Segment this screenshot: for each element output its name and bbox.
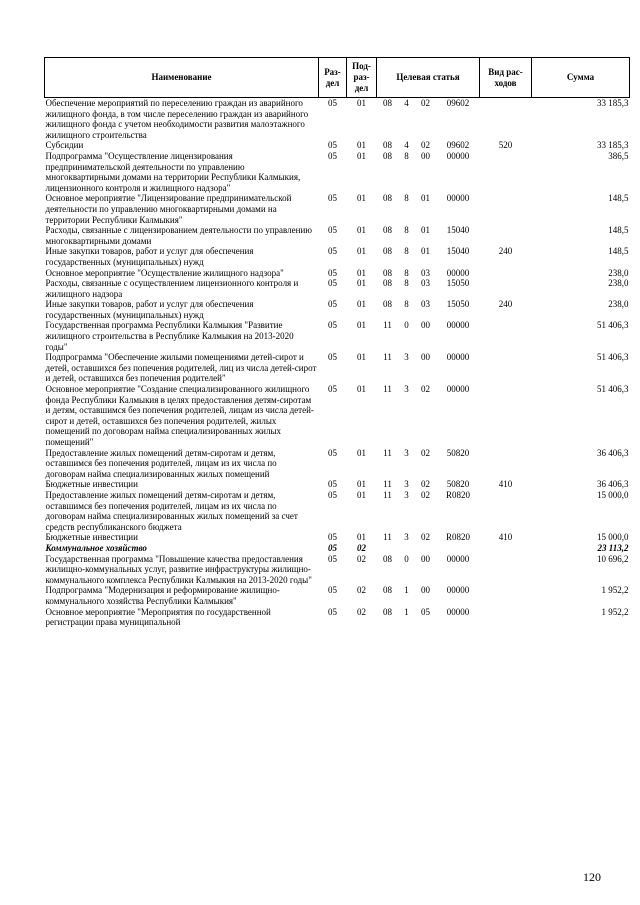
- row-podrazdel: 01: [357, 267, 366, 278]
- row-podrazdel: 02: [357, 606, 366, 617]
- row-podrazdel: 01: [357, 193, 366, 204]
- row-razdel: 05: [328, 606, 337, 617]
- row-target-measure: 01: [421, 193, 430, 204]
- row-target-program: 11: [383, 532, 392, 543]
- row-razdel: 05: [328, 320, 337, 331]
- row-target-direction: 00000: [446, 606, 470, 617]
- row-vid: [480, 268, 532, 279]
- row-target-program: [377, 543, 399, 554]
- row-vid: [480, 607, 532, 628]
- table-row: [45, 532, 630, 543]
- row-sum: 148,5: [608, 225, 629, 236]
- row-vid: 410: [498, 479, 513, 490]
- row-sum: 15 000,0: [597, 532, 629, 543]
- row-target-subprogram: 0: [404, 320, 409, 331]
- row-target-measure: 05: [421, 606, 430, 617]
- row-target-measure: 00: [421, 320, 430, 331]
- row-name: Коммунальное хозяйство: [45, 542, 147, 553]
- row-razdel: 05: [328, 267, 337, 278]
- row-target-direction: 00000: [446, 267, 470, 278]
- row-target-measure: 02: [421, 384, 430, 395]
- row-sum: 51 406,3: [597, 352, 629, 363]
- row-target-subprogram: 8: [404, 150, 409, 161]
- row-razdel: 05: [328, 553, 337, 564]
- header-razdel: Раз-дел: [319, 58, 347, 98]
- row-sum: 1 952,2: [601, 585, 629, 596]
- row-podrazdel: 01: [357, 98, 366, 108]
- row-vid: [480, 193, 532, 225]
- row-target-direction: 00000: [446, 585, 470, 596]
- row-podrazdel: 02: [357, 553, 366, 564]
- row-vid: [480, 151, 532, 193]
- row-target-measure: [415, 543, 437, 554]
- table-row: [45, 278, 630, 299]
- row-target-subprogram: 3: [404, 532, 409, 543]
- row-vid: [480, 225, 532, 246]
- row-sum: 15 000,0: [597, 489, 629, 500]
- row-target-subprogram: 3: [404, 384, 409, 395]
- row-podrazdel: 02: [357, 585, 366, 596]
- row-target-subprogram: 8: [404, 267, 409, 278]
- row-sum: 386,5: [608, 150, 629, 161]
- row-target-program: 08: [383, 606, 392, 617]
- row-target-direction: 09602: [446, 98, 470, 108]
- row-podrazdel: 01: [357, 299, 366, 310]
- row-target-program: 11: [383, 489, 392, 500]
- row-target-program: 11: [383, 320, 392, 331]
- row-razdel: 05: [328, 225, 337, 236]
- row-razdel: 05: [328, 532, 337, 543]
- row-vid: [480, 448, 532, 480]
- table-row: [45, 140, 630, 151]
- row-vid: [480, 384, 532, 448]
- row-sum: 10 696,2: [597, 553, 629, 564]
- row-sum: 238,0: [608, 267, 629, 278]
- row-target-direction: 15040: [446, 246, 470, 257]
- row-target-direction: 00000: [446, 553, 470, 564]
- row-target-subprogram: 3: [404, 352, 409, 363]
- row-podrazdel: 01: [357, 384, 366, 395]
- row-sum: 148,5: [608, 246, 629, 257]
- row-razdel: 05: [328, 140, 337, 151]
- row-podrazdel: 01: [357, 140, 366, 151]
- row-sum: 148,5: [608, 193, 629, 204]
- row-vid: [480, 98, 532, 141]
- row-target-direction: [437, 543, 480, 554]
- row-razdel: 05: [328, 150, 337, 161]
- table-row: [45, 384, 630, 448]
- row-target-subprogram: 1: [404, 606, 409, 617]
- row-target-direction: 50820: [446, 447, 470, 458]
- row-sum: 238,0: [608, 278, 629, 289]
- row-target-program: 08: [383, 278, 392, 289]
- row-podrazdel: 02: [357, 542, 366, 553]
- row-podrazdel: 01: [357, 489, 366, 500]
- row-name: Основное мероприятие "Лицензирование предпринимательской деятельности по управлению многоквартирными домами на территории Республики Калмыкия": [45, 193, 292, 225]
- row-vid: 410: [498, 532, 513, 543]
- table-body: [45, 98, 630, 628]
- row-target-measure: 02: [421, 532, 430, 543]
- row-sum: 36 406,3: [597, 447, 629, 458]
- row-podrazdel: 01: [357, 532, 366, 543]
- row-name: Иные закупки товаров, работ и услуг для обеспечения государственных (муниципальных) нужд: [45, 299, 254, 320]
- row-name: Иные закупки товаров, работ и услуг для обеспечения государственных (муниципальных) нужд: [45, 246, 254, 267]
- row-podrazdel: 01: [357, 447, 366, 458]
- page-number: 120: [583, 870, 601, 884]
- row-target-program: 08: [383, 98, 392, 108]
- row-podrazdel: 01: [357, 246, 366, 257]
- row-razdel: 05: [328, 98, 337, 108]
- row-target-program: 08: [383, 140, 392, 151]
- row-razdel: 05: [328, 384, 337, 395]
- row-target-program: 11: [383, 447, 392, 458]
- row-target-subprogram: 8: [404, 299, 409, 310]
- table-row: [45, 151, 630, 193]
- row-target-program: 11: [383, 479, 392, 490]
- row-name: Государственная программа Республики Калмыкия "Развитие жилищного строительства в Республике Калмыкия на 2013-2020 годы": [45, 320, 294, 352]
- row-target-direction: 00000: [446, 384, 470, 395]
- table-row: [45, 554, 630, 586]
- row-target-direction: 15050: [446, 278, 470, 289]
- row-podrazdel: 01: [357, 352, 366, 363]
- row-sum: 33 185,3: [597, 98, 629, 108]
- row-podrazdel: 01: [357, 150, 366, 161]
- row-target-measure: 01: [421, 225, 430, 236]
- row-target-subprogram: 4: [404, 140, 409, 151]
- row-target-program: 08: [383, 585, 392, 596]
- row-target-subprogram: 8: [404, 193, 409, 204]
- table-row: [45, 98, 630, 141]
- row-target-program: 08: [383, 225, 392, 236]
- table-row: [45, 268, 630, 279]
- row-razdel: 05: [328, 278, 337, 289]
- row-target-subprogram: 8: [404, 278, 409, 289]
- row-target-subprogram: 8: [404, 225, 409, 236]
- header-vid: Вид рас-ходов: [480, 58, 532, 98]
- row-name: Предоставление жилых помещений детям-сиротам и детям, оставшимся без попечения родителей, лицам из их числа по договорам найма специализированных жилых помещений: [45, 447, 277, 479]
- row-sum: 33 185,3: [597, 140, 629, 151]
- row-target-program: 11: [383, 352, 392, 363]
- row-vid: 240: [498, 299, 513, 310]
- row-target-measure: 02: [421, 489, 430, 500]
- row-vid: [480, 490, 532, 532]
- row-sum: 23 113,2: [597, 542, 629, 553]
- row-podrazdel: 01: [357, 479, 366, 490]
- row-target-direction: R0820: [445, 489, 470, 500]
- row-target-subprogram: 0: [404, 553, 409, 564]
- row-name: Обеспечение мероприятий по переселению граждан из аварийного жилищного фонда, в том числе переселению граждан из аварийного жилищного фонда с учетом необходимости развития малоэтажного жилищного строительства: [45, 98, 309, 140]
- row-podrazdel: 01: [357, 225, 366, 236]
- header-name: Наименование: [45, 58, 319, 98]
- row-razdel: 05: [328, 193, 337, 204]
- row-target-direction: 15040: [446, 225, 470, 236]
- row-target-subprogram: 3: [404, 479, 409, 490]
- row-vid: [480, 585, 532, 606]
- table-row: [45, 543, 630, 554]
- row-target-measure: 01: [421, 246, 430, 257]
- row-name: Расходы, связанные с осуществлением лицензионного контроля и жилищного надзора: [45, 278, 299, 299]
- row-razdel: 05: [328, 352, 337, 363]
- row-name: Основное мероприятие "Создание специализированного жилищного фонда Республики Калмыкия в целях предоставления детям-сиротам и детям, оставшимся без попечения родителей, лицам из числа детей-сирот и детей, оставшихся без попечения родителей, жилых помещений по договорам найма специализированных жилых помещений": [45, 384, 314, 447]
- row-name: Подпрограмма "Обеспечение жилыми помещениями детей-сирот и детей, оставшихся без попечения родителей, лиц из числа детей-сирот и детей, оставшихся без попечения родителей": [45, 352, 317, 384]
- table-header-row: [45, 58, 630, 98]
- row-sum: 36 406,3: [597, 479, 629, 490]
- row-target-direction: 15050: [446, 299, 470, 310]
- row-vid: [480, 352, 532, 384]
- row-target-subprogram: [399, 543, 415, 554]
- row-target-subprogram: 3: [404, 489, 409, 500]
- header-sum: Сумма: [532, 58, 630, 98]
- row-target-direction: 09602: [446, 140, 470, 151]
- row-vid: [480, 278, 532, 299]
- row-name: Субсидии: [45, 140, 84, 151]
- header-podrazdel: Под-раз-дел: [347, 58, 377, 98]
- row-target-subprogram: 8: [404, 246, 409, 257]
- row-sum: 1 952,2: [601, 606, 629, 617]
- row-target-program: 08: [383, 553, 392, 564]
- row-name: Бюджетные инвестиции: [45, 479, 138, 490]
- row-name: Бюджетные инвестиции: [45, 532, 138, 543]
- budget-table: [44, 57, 630, 628]
- row-razdel: 05: [328, 489, 337, 500]
- row-sum: 51 406,3: [597, 384, 629, 395]
- row-target-direction: 00000: [446, 193, 470, 204]
- row-target-direction: 00000: [446, 352, 470, 363]
- row-target-measure: 03: [421, 299, 430, 310]
- row-target-measure: 00: [421, 553, 430, 564]
- row-target-direction: 00000: [446, 150, 470, 161]
- row-name: Подпрограмма "Модернизация и реформирование жилищно-коммунального хозяйства Республики Калмыкия": [45, 585, 280, 606]
- row-target-program: 11: [383, 384, 392, 395]
- row-vid: [480, 554, 532, 586]
- row-target-program: 08: [383, 299, 392, 310]
- row-name: Подпрограмма "Осуществление лицензирования предпринимательской деятельности по управлению многоквартирными домами на территории Республики Калмыкия, лицензионного контроля и жилищного надзора": [45, 150, 301, 193]
- row-sum: 51 406,3: [597, 320, 629, 331]
- row-name: Государственная программа "Повышение качества предоставления жилищно-коммунальных услуг, развитие инфраструктуры жилищно-коммунального комплекса Республики Калмыкия на 2013-2020 годы": [45, 553, 312, 585]
- row-target-measure: 00: [421, 352, 430, 363]
- row-target-program: 08: [383, 193, 392, 204]
- table-row: [45, 320, 630, 352]
- row-target-measure: 02: [421, 140, 430, 151]
- row-vid: [480, 320, 532, 352]
- row-target-direction: 50820: [446, 479, 470, 490]
- row-podrazdel: 01: [357, 320, 366, 331]
- row-target-program: 08: [383, 246, 392, 257]
- table-row: [45, 193, 630, 225]
- row-target-measure: 02: [421, 447, 430, 458]
- table-row: [45, 607, 630, 628]
- header-target: Целевая статья: [377, 58, 480, 98]
- row-razdel: 05: [328, 542, 337, 553]
- table-row: [45, 448, 630, 480]
- row-sum: 238,0: [608, 299, 629, 310]
- table-row: [45, 225, 630, 246]
- row-name: Основное мероприятие "Осуществление жилищного надзора": [45, 267, 284, 278]
- row-vid: 520: [498, 140, 513, 151]
- row-target-subprogram: 1: [404, 585, 409, 596]
- row-target-direction: R0820: [445, 532, 470, 543]
- row-target-program: 08: [383, 150, 392, 161]
- table-row: [45, 299, 630, 320]
- row-razdel: 05: [328, 585, 337, 596]
- row-target-measure: 00: [421, 585, 430, 596]
- row-target-subprogram: 3: [404, 447, 409, 458]
- row-podrazdel: 01: [357, 278, 366, 289]
- row-target-program: 08: [383, 267, 392, 278]
- table-row: [45, 352, 630, 384]
- row-vid: [480, 543, 532, 554]
- table-row: [45, 490, 630, 532]
- row-target-measure: 03: [421, 267, 430, 278]
- table-row: [45, 479, 630, 490]
- table-row: [45, 246, 630, 267]
- row-razdel: 05: [328, 246, 337, 257]
- row-vid: 240: [498, 246, 513, 257]
- row-target-measure: 02: [421, 98, 430, 108]
- row-name: Основное мероприятие "Мероприятия по государственной регистрации права муниципальной: [45, 606, 271, 628]
- row-razdel: 05: [328, 447, 337, 458]
- row-target-measure: 03: [421, 278, 430, 289]
- row-target-measure: 00: [421, 150, 430, 161]
- row-name: Предоставление жилых помещений детям-сиротам и детям, оставшимся без попечения родителей, лицам из их числа по договорам найма специализированных жилых помещений за счет средств республиканского бюджета: [45, 489, 298, 532]
- row-target-direction: 00000: [446, 320, 470, 331]
- row-razdel: 05: [328, 479, 337, 490]
- table-row: [45, 585, 630, 606]
- row-name: Расходы, связанные с лицензированием деятельности по управлению многоквартирными домами: [45, 225, 313, 246]
- row-target-subprogram: 4: [404, 98, 409, 108]
- row-razdel: 05: [328, 299, 337, 310]
- row-target-measure: 02: [421, 479, 430, 490]
